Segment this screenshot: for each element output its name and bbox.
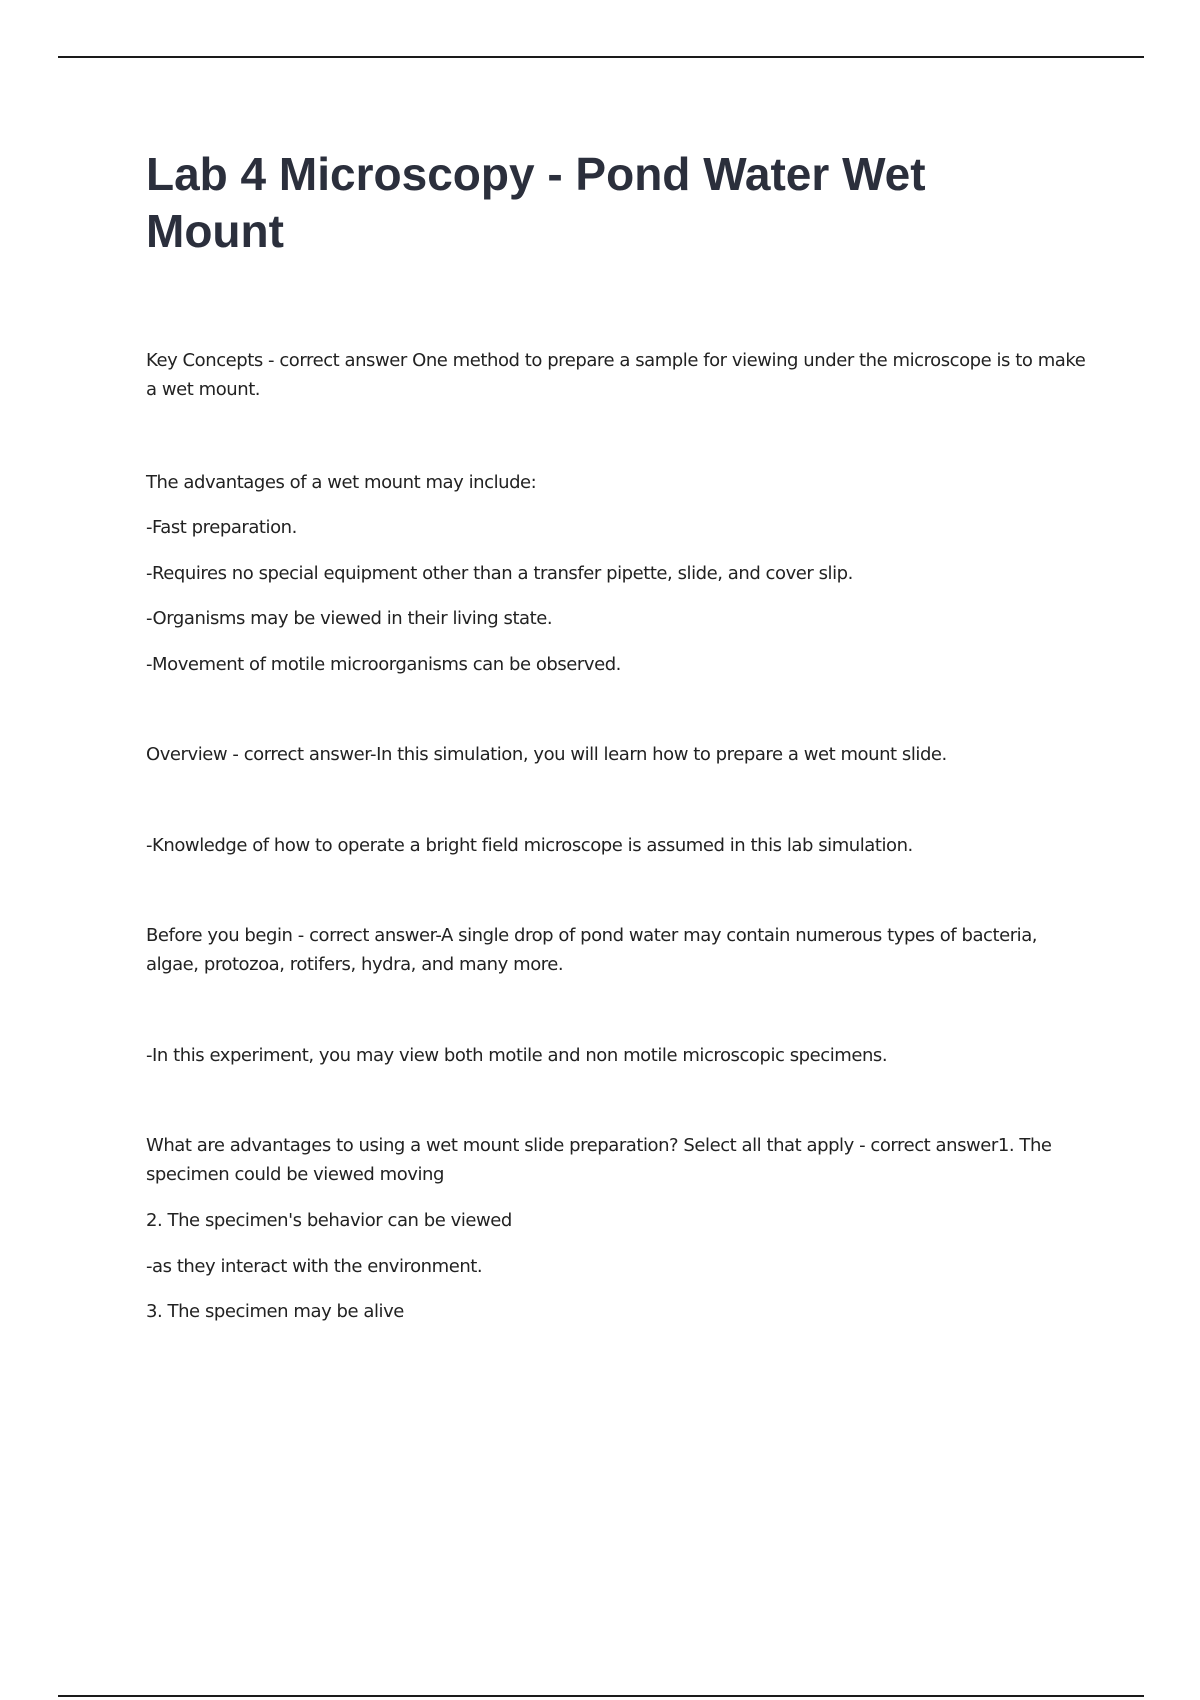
document-title: Lab 4 Microscopy - Pond Water Wet Mount: [146, 148, 926, 257]
paragraph-before-you-begin: Before you begin - correct answer-A single drop of pond water may contain numerous types of bacteria, algae, protozoa, rotifers, hydra, and many more.: [146, 925, 1038, 975]
paragraph-overview: Overview - correct answer-In this simulation, you will learn how to prepare a wet mount slide.: [146, 744, 947, 765]
paragraph-key-concepts: Key Concepts - correct answer One method to prepare a sample for viewing under the microscope is to make a wet mount.: [146, 350, 1086, 400]
paragraph-motile-specimens: -In this experiment, you may view both motile and non motile microscopic specimens.: [146, 1045, 888, 1066]
paragraph-microscope-knowledge: -Knowledge of how to operate a bright field microscope is assumed in this lab simulation.: [146, 835, 913, 856]
answer-item-environment: -as they interact with the environment.: [146, 1256, 483, 1277]
paragraph-question-advantages: What are advantages to using a wet mount slide preparation? Select all that apply - correct answer1. The specimen could be viewed moving: [146, 1135, 1052, 1185]
footer-rule: [58, 1695, 1144, 1697]
list-item-fast-preparation: -Fast preparation.: [146, 517, 297, 538]
header-rule: [58, 56, 1144, 58]
answer-item-behavior: 2. The specimen's behavior can be viewed: [146, 1210, 512, 1231]
list-item-living-state: -Organisms may be viewed in their living state.: [146, 608, 553, 629]
list-item-no-special-equipment: -Requires no special equipment other than a transfer pipette, slide, and cover slip.: [146, 563, 853, 584]
list-item-motile-movement: -Movement of motile microorganisms can be observed.: [146, 654, 621, 675]
answer-item-alive: 3. The specimen may be alive: [146, 1301, 404, 1322]
paragraph-advantages-intro: The advantages of a wet mount may include:: [146, 472, 537, 493]
